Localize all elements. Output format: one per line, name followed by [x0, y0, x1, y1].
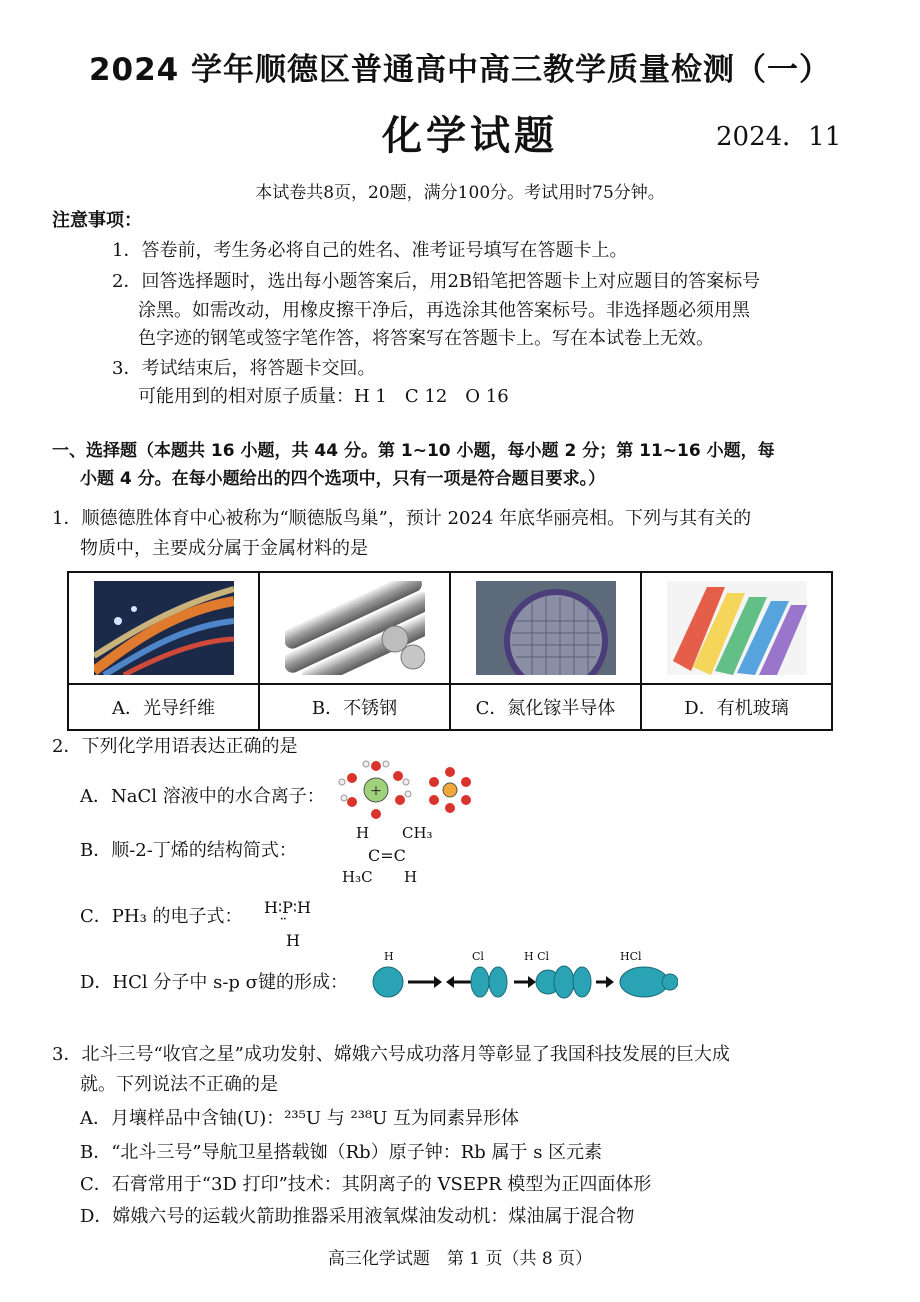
q1-option-c: C．氮化镓半导体: [450, 684, 641, 730]
struct-h-bottom: H: [404, 868, 418, 886]
q1-option-a: A．光导纤维: [68, 684, 259, 730]
q1-option-b-image: [259, 572, 450, 684]
q2-option-c: C．PH₃ 的电子式：: [80, 906, 243, 927]
q2-option-b: B．顺-2-丁烯的结构简式：: [80, 840, 297, 861]
ph3-electron-formula: [264, 898, 311, 950]
q1-stem: 1．顺德德胜体育中心被称为“顺德版鸟巢”，预计 2024 年底华丽亮相。下列与其有关的: [52, 508, 752, 529]
q1-option-a-image: [68, 572, 259, 684]
notice-title: 注意事项：: [52, 210, 142, 231]
q3-option-a: A．月壤样品中含铀(U)：²³⁵U 与 ²³⁸U 互为同素异形体: [80, 1108, 520, 1129]
q1-option-b: B．不锈钢: [259, 684, 450, 730]
notice-item-2: 2．回答选择题时，选出每小题答案后，用2B铅笔把答题卡上对应题目的答案标号: [112, 271, 761, 292]
ph3-row2: H: [286, 931, 300, 950]
q1-option-d-image: [641, 572, 832, 684]
ph3-row1: H∶P∶H: [264, 898, 311, 917]
label-cl: Cl: [472, 950, 484, 963]
struct-ch3-top: CH₃: [402, 824, 433, 842]
exam-date: 2024．11: [716, 122, 842, 152]
section-heading: 一、选择题（本题共 16 小题，共 44 分。第 1~10 小题，每小题 2 分；第 11~16 小题，每: [52, 441, 775, 461]
notice-item-1: 1．答卷前，考生务必将自己的姓名、准考证号填写在答题卡上。: [112, 240, 628, 261]
notice-item-3: 3．考试结束后，将答题卡交回。: [112, 358, 376, 379]
q1-stem-cont: 物质中，主要成分属于金属材料的是: [80, 538, 368, 559]
subject-title: 化学试题: [382, 113, 558, 159]
q1-option-d: D．有机玻璃: [641, 684, 832, 730]
q2-stem: 2．下列化学用语表达正确的是: [52, 736, 298, 757]
q1-option-c-image: [450, 572, 641, 684]
q3-option-d: D．嫦娥六号的运载火箭助推器采用液氧煤油发动机：煤油属于混合物: [80, 1206, 635, 1227]
notice-item-2-cont2: 色字迹的钢笔或签字笔作答，将答案写在答题卡上。写在本试卷上无效。: [138, 328, 714, 349]
notice-item-2-cont: 涂黑。如需改动，用橡皮擦干净后，再选涂其他答案标号。非选择题必须用黑: [138, 300, 750, 321]
q3-option-c: C．石膏常用于“3D 打印”技术：其阴离子的 VSEPR 模型为正四面体形: [80, 1174, 652, 1195]
page-footer: 高三化学试题 第 1 页（共 8 页）: [327, 1249, 593, 1269]
cis-2-butene-structure: [342, 824, 454, 888]
label-hcl: HCl: [620, 950, 642, 963]
s-p-sigma-bond-diagram: [368, 950, 678, 1006]
steel-rods-image: [285, 581, 425, 675]
atomic-masses: 可能用到的相对原子质量：H 1 C 12 O 16: [138, 386, 509, 407]
struct-ch3-bottom: H₃C: [342, 868, 373, 886]
hydrated-ion-diagram: [338, 760, 478, 820]
ph3-lone-pair: ¨: [264, 915, 288, 934]
exam-title: 2024 学年顺德区普通高中高三教学质量检测（一）: [88, 52, 832, 88]
struct-double-bond: C=C: [368, 846, 406, 865]
section-heading-cont: 小题 4 分。在每小题给出的四个选项中，只有一项是符合题目要求。）: [80, 469, 606, 489]
q2-option-a: A．NaCl 溶液中的水合离子：: [80, 786, 325, 807]
gan-semiconductor-wafer-image: [476, 581, 616, 675]
acrylic-glass-image: [667, 581, 807, 675]
q3-stem: 3．北斗三号“收官之星”成功发射、嫦娥六号成功落月等彰显了我国科技发展的巨大成: [52, 1044, 730, 1065]
q1-options-table: [67, 571, 833, 731]
q3-stem-cont: 就。下列说法不正确的是: [80, 1074, 278, 1095]
optical-fiber-image: [94, 581, 234, 675]
svg-text:+: +: [370, 783, 382, 799]
label-h-cl: H Cl: [524, 950, 550, 963]
label-h: H: [384, 950, 394, 963]
q2-option-d: D．HCl 分子中 s-p σ键的形成：: [80, 972, 348, 993]
exam-info: 本试卷共8页，20题，满分100分。考试用时75分钟。: [255, 183, 665, 203]
struct-h-top: H: [356, 824, 370, 842]
q3-option-b: B．“北斗三号”导航卫星搭载铷（Rb）原子钟：Rb 属于 s 区元素: [80, 1142, 603, 1163]
